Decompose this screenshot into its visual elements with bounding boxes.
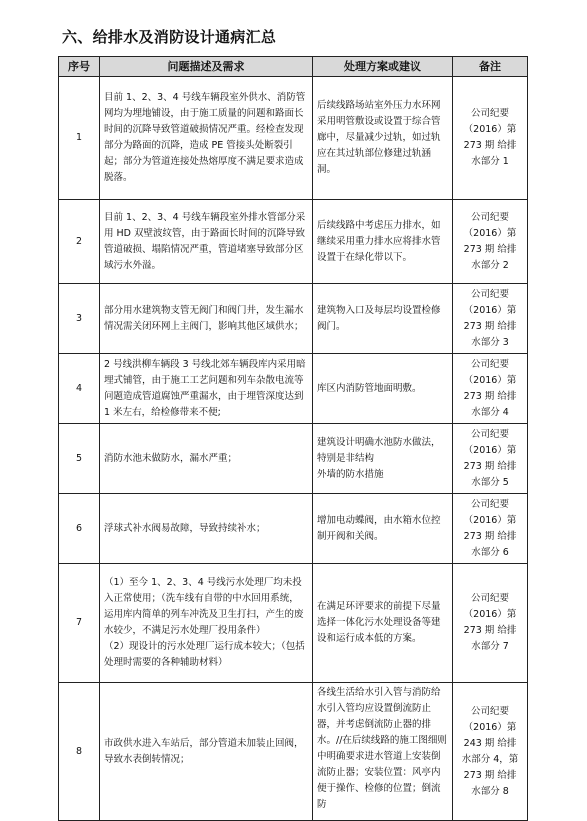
row-description: 目前 1、2、3、4 号线车辆段室外供水、消防管网均为埋地铺设，由于施工质量的问题和路面长时间的沉降导致管道破损情况严重。经检查发现部分为路面的沉降，造成 PE 管接头处断裂引起；部分为管道连接处热熔厚度不满足要求造成脱落。: [100, 77, 313, 200]
row-description: 目前 1、2、3、4 号线车辆段室外排水管部分采用 HD 双壁波纹管，由于路面长时间的沉降导致管道破损、塌陷情况严重，管道堵塞导致部分区域污水外溢。: [100, 200, 313, 284]
row-note: 公司纪要 （2016）第 273 期 给排 水部分 7: [453, 564, 528, 683]
row-solution: 后续线路中考虑压力排水，如继续采用重力排水应将排水管设置于在绿化带以下。: [313, 200, 453, 284]
row-index: 1: [59, 77, 100, 200]
row-index: 7: [59, 564, 100, 683]
header-solution: 处理方案或建议: [313, 57, 453, 77]
row-index: 4: [59, 354, 100, 424]
row-note: 公司纪要 （2016）第 273 期 给排 水部分 5: [453, 424, 528, 494]
table-row: [59, 200, 528, 284]
row-index: 2: [59, 200, 100, 284]
row-solution: 建筑物入口及每层均设置检修阀门。: [313, 284, 453, 354]
row-solution: 后续线路场站室外压力水环网采用明管敷设或设置于综合管廊中，尽量减少过轨，如过轨应在其过轨部位修建过轨涵洞。: [313, 77, 453, 200]
header-description: 问题描述及需求: [100, 57, 313, 77]
row-description: 消防水池未做防水，漏水严重；: [100, 424, 313, 494]
header-index: 序号: [59, 57, 100, 77]
row-solution: 各线生活给水引入管与消防给水引入管均应设置倒流防止器，并考虑倒流防止器的排水。//在后续线路的施工图细则中明确要求进水管道上安装倒流防止器；安装位置：风亭内便于操作、检修的位置；倒流防: [313, 683, 453, 821]
row-solution: 库区内消防管地面明敷。: [313, 354, 453, 424]
row-note: 公司纪要 （2016）第 273 期 给排 水部分 6: [453, 494, 528, 564]
row-solution: 在满足环评要求的前提下尽量选择一体化污水处理设备等建设和运行成本低的方案。: [313, 564, 453, 683]
row-note: 公司纪要 （2016）第 273 期 给排 水部分 4: [453, 354, 528, 424]
table-row: [59, 424, 528, 494]
row-description: 浮球式补水阀易故障，导致持续补水；: [100, 494, 313, 564]
row-description: （1）至今 1、2、3、4 号线污水处理厂均未投入正常使用；（洗车线有自带的中水回用系统，运用库内简单的列车冲洗及卫生打扫，产生的废水较少，不满足污水处理厂投用条件） （2）现设计的污水处理厂运行成本较大；（包括处理时需要的各种辅助材料）: [100, 564, 313, 683]
header-note: 备注: [453, 57, 528, 77]
row-solution: 建筑设计明确水池防水做法，特别是非结构 外墙的防水措施: [313, 424, 453, 494]
row-index: 3: [59, 284, 100, 354]
row-note: 公司纪要 （2016）第 243 期 给排 水部分 4，第 273 期 给排 水部分 8: [453, 683, 528, 821]
row-description: 2 号线洪柳车辆段 3 号线北郊车辆段库内采用暗埋式铺管，由于施工工艺问题和列车杂散电流等问题造成管道腐蚀严重漏水，由于埋管深度达到 1 米左右，给检修带来不便;: [100, 354, 313, 424]
row-note: 公司纪要 （2016）第 273 期 给排 水部分 1: [453, 77, 528, 200]
row-index: 8: [59, 683, 100, 821]
row-note: 公司纪要 （2016）第 273 期 给排 水部分 2: [453, 200, 528, 284]
row-index: 5: [59, 424, 100, 494]
row-description: 市政供水进入车站后，部分管道未加装止回阀，导致水表倒转情况；: [100, 683, 313, 821]
row-description: 部分用水建筑物支管无阀门和阀门井，发生漏水情况需关闭环网上主阀门，影响其他区域供水；: [100, 284, 313, 354]
table-row: [59, 564, 528, 683]
table-row: [59, 683, 528, 821]
table-header-row: [59, 57, 528, 77]
table-row: [59, 494, 528, 564]
section-heading: 六、给排水及消防设计通病汇总: [62, 28, 277, 46]
defects-table: [58, 56, 528, 821]
table-row: [59, 354, 528, 424]
table-row: [59, 284, 528, 354]
row-solution: 增加电动蝶阀，由水箱水位控制开阀和关阀。: [313, 494, 453, 564]
row-index: 6: [59, 494, 100, 564]
row-note: 公司纪要 （2016）第 273 期 给排 水部分 3: [453, 284, 528, 354]
table-row: [59, 77, 528, 200]
